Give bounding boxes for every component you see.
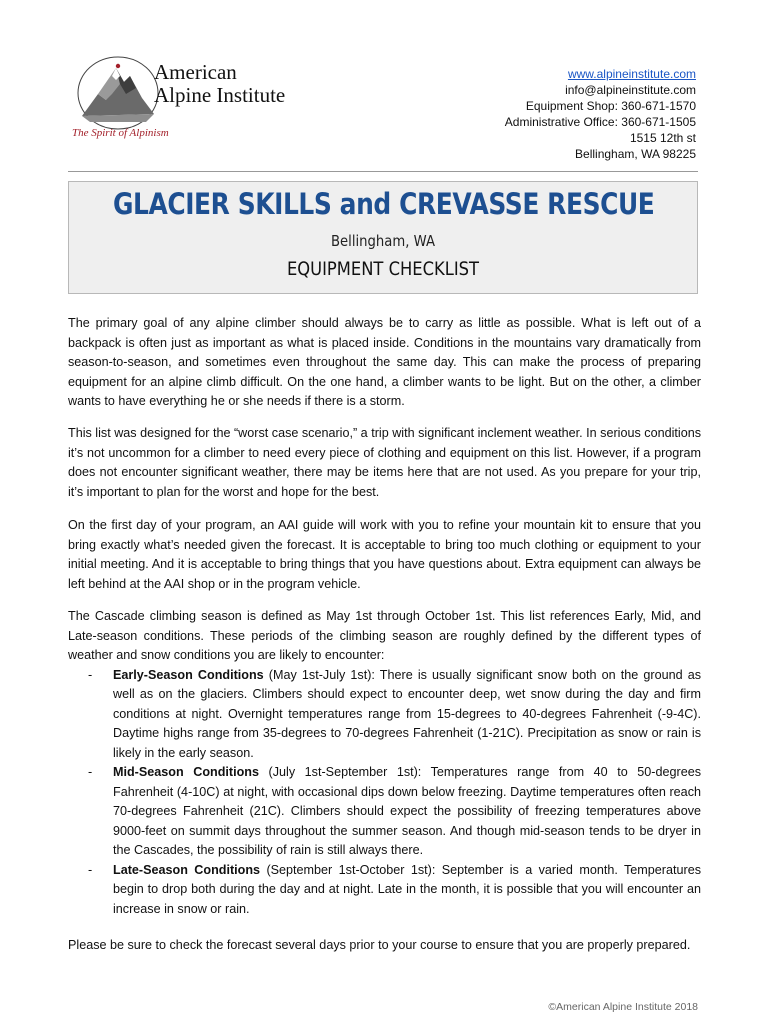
website-link[interactable]: www.alpineinstitute.com: [567, 67, 696, 81]
admin-office-phone: Administrative Office: 360-671-1505: [504, 115, 696, 129]
list-item: [68, 763, 701, 861]
paragraph-text: The primary goal of any alpine climber should always be to carry as little as possible. What is left out of a backpack is often just as important as what is placed inside. Conditions in the mountains vary dramatically from season-to-season, and sometimes even throughout the same day. This can make the process of preparing equipment for an alpine climb difficult. On the one hand, a climber wants to be light. But on the other, a climber wants to have everything he or she needs if there is a storm.: [68, 316, 701, 408]
org-name-line2: Alpine Institute: [154, 83, 286, 107]
contact-block: [505, 66, 696, 162]
season-description: (September 1st-October 1st): September is a varied month. Temperatures begin to drop both during the day and at night. Late in the month, it is possible that you will encounter an increase in snow or rain.: [113, 862, 702, 916]
season-name: Mid-Season Conditions: [113, 765, 259, 779]
paragraph-text: The Cascade climbing season is defined as May 1st through October 1st. This list references Early, Mid, and Late-season conditions. These periods of the climbing season are roughly defined by the different types of weather and snow conditions you are likely to encounter:: [68, 609, 701, 662]
worst-case-paragraph: [68, 424, 701, 502]
title-box: [68, 181, 698, 294]
equipment-shop-phone: Equipment Shop: 360-671-1570: [525, 99, 696, 113]
intro-paragraph: [68, 314, 701, 412]
org-name-line1: American: [154, 60, 237, 84]
first-day-paragraph: [68, 516, 701, 594]
season-description: (July 1st-September 1st): Temperatures range from 40 to 50-degrees Fahrenheit (4-10C) at night, with occasional dips down below freezing. Daytime temperatures often reach 70-degrees Fahrenheit (21C). Climbers should expect the possibility of freezing temperatures above 9000-feet on summit days throughout the summer season. And though mid-season tends to be dryer in the Cascades, the possibility of rain is still always there.: [113, 765, 701, 857]
list-item: [68, 861, 701, 920]
copyright-footer: ©American Alpine Institute 2018: [548, 1001, 698, 1013]
city-address: Bellingham, WA 98225: [575, 147, 696, 161]
list-dash: -: [88, 862, 93, 877]
email-text: info@alpineinstitute.com: [565, 83, 696, 97]
season-list: [68, 666, 701, 920]
season-name: Early-Season Conditions: [113, 667, 264, 682]
season-name: Late-Season Conditions: [113, 862, 261, 877]
course-title: GLACIER SKILLS and CREVASSE RESCUE: [112, 187, 655, 221]
list-dash: -: [88, 765, 93, 779]
street-address: 1515 12th st: [629, 131, 696, 145]
list-dash: -: [88, 667, 93, 682]
aai-logo: [68, 50, 308, 145]
course-location: Bellingham, WA: [330, 232, 435, 250]
paragraph-text: This list was designed for the “worst case scenario,” a trip with significant inclement weather. In serious conditions it’s not uncommon for a climber to need every piece of clothing and equipment on this list. However, if a program does not encounter significant weather, there may be items here that are not used. As you prepare for your trip, it’s important to plan for the worst and hope for the best.: [68, 426, 701, 499]
paragraph-text: Please be sure to check the forecast several days prior to your course to ensure that you are properly prepared.: [68, 938, 691, 952]
forecast-paragraph: [68, 936, 701, 956]
header-divider: [68, 171, 698, 172]
checklist-title: EQUIPMENT CHECKLIST: [286, 258, 480, 280]
list-item: [68, 666, 701, 764]
org-tagline: The Spirit of Alpinism: [72, 127, 169, 139]
season-description: (May 1st-July 1st): There is usually significant snow both on the ground as well as on the glaciers. Climbers should expect to encounter deep, wet snow during the day and firm conditions at night. Overnight temperatures range from 15-degrees to 40-degrees Fahrenheit (-9-4C). Daytime highs range from 35-degrees to 70-degrees Fahrenheit (1-21C). Precipitation as snow or rain is likely in the early season.: [113, 667, 702, 760]
paragraph-text: On the first day of your program, an AAI guide will work with you to refine your mountain kit to ensure that you bring exactly what’s needed given the forecast. It is acceptable to bring too much clothing or equipment to your initial meeting. And it is acceptable to bring things that you have questions about. Extra equipment can always be left behind at the AAI shop or in the program vehicle.: [68, 518, 701, 591]
season-paragraph: [68, 607, 701, 919]
mountain-logo-icon: [76, 54, 160, 132]
